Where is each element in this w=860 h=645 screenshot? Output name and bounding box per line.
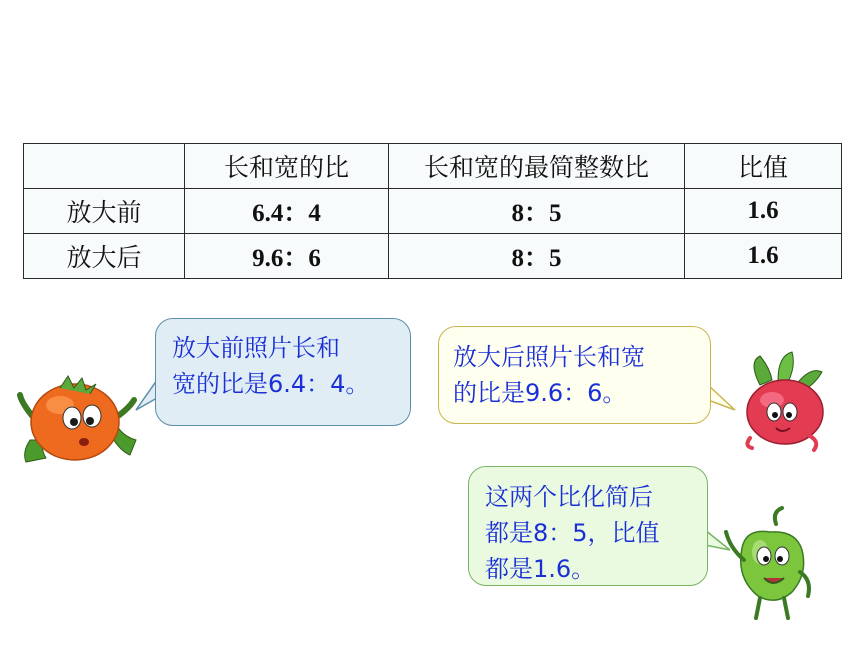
bubble-line: 都是1.6。	[485, 555, 596, 583]
row-label: 放大前	[24, 189, 185, 234]
bubble-line: 都是8：5，比值	[485, 519, 660, 547]
ratio-value-cell: 1.6	[685, 234, 842, 279]
ratio-cell: 6.4：4	[185, 189, 389, 234]
ratio-value-cell: 1.6	[685, 189, 842, 234]
bubble-line: 这两个比化简后	[485, 483, 653, 511]
row-label: 放大后	[24, 234, 185, 279]
bubble-line: 放大后照片长和宽	[453, 343, 645, 371]
bubble-line: 宽的比是6.4：4。	[172, 370, 370, 398]
header-cell-value: 比值	[685, 144, 842, 189]
simplest-ratio-cell: 8：5	[389, 234, 685, 279]
simplest-ratio-cell: 8：5	[389, 189, 685, 234]
bubble-line: 的比是9.6：6。	[453, 379, 627, 407]
header-cell-ratio: 长和宽的比	[185, 144, 389, 189]
ratio-cell: 9.6：6	[185, 234, 389, 279]
bubble-line: 放大前照片长和	[172, 334, 340, 362]
header-cell-simplest: 长和宽的最简整数比	[389, 144, 685, 189]
